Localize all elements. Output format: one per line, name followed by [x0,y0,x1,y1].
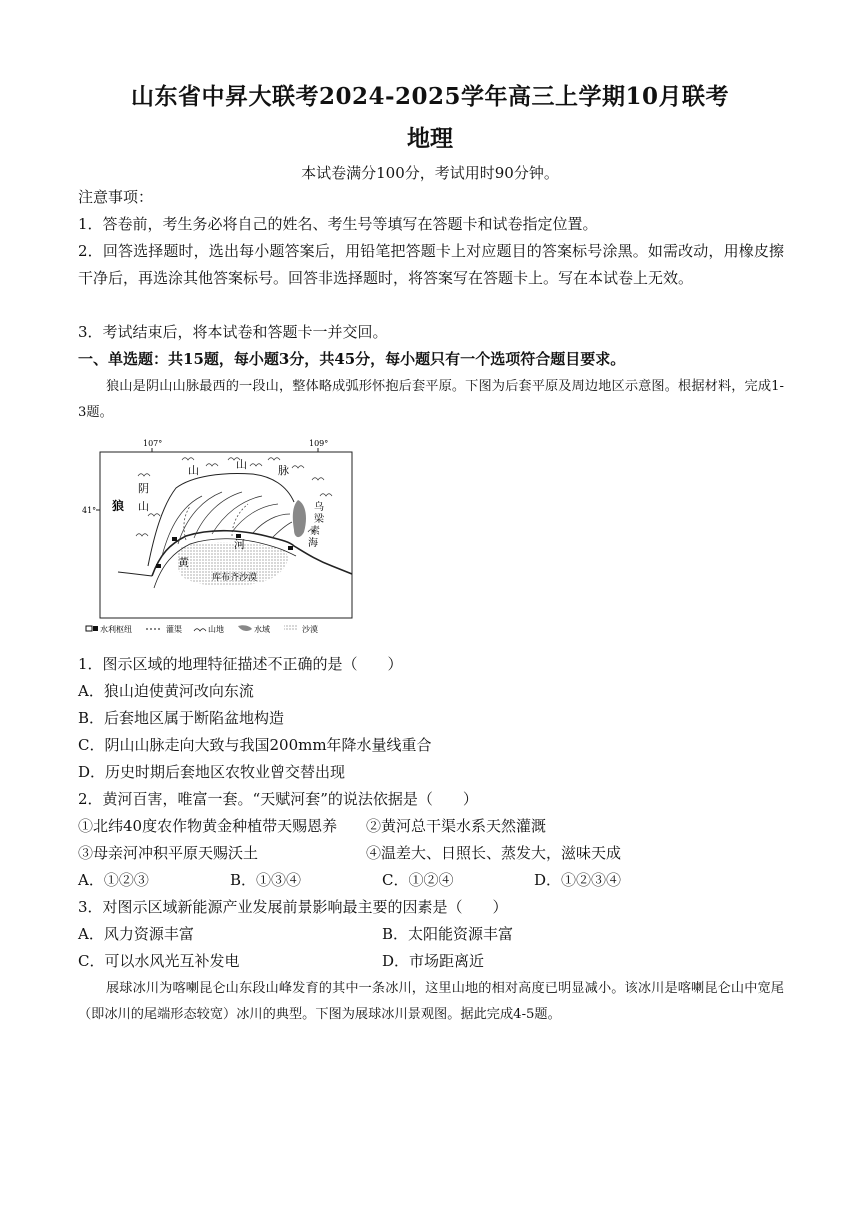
hetao-plain-map [82,436,368,650]
label-shan-1: 山 [188,464,199,477]
label-desert: 库布齐沙漠 [212,573,258,583]
q2-statements-row2 [78,840,784,867]
exam-info: 本试卷满分100分，考试用时90分钟。 [301,164,559,182]
q3-option-b: B．太阳能资源丰富 [382,925,514,943]
legend-water: 水域 [254,625,270,634]
q2-statement-2: ②黄河总干渠水系天然灌溉 [366,817,547,835]
map-legend [86,624,318,634]
q2-option-b: B．①③④ [230,871,302,889]
legend-dam: 水利枢纽 [100,625,132,634]
q2-option-d: D．①②③④ [534,871,622,889]
label-liang: 梁 [314,514,324,525]
note-item-2: 2．回答选择题时，选出每小题答案后，用铅笔把答题卡上对应题目的答案标号涂黑。如需改动，用橡皮擦干净后，再选涂其他答案标号。回答非选择题时，将答案写在答题卡上。写在本试卷上无效。 [78,242,784,287]
q3-option-a: A．风力资源丰富 [78,925,194,943]
label-mai: 脉 [278,464,289,477]
label-he: 河 [234,538,245,551]
label-shan-2: 山 [236,458,247,471]
q1-option-b: B．后套地区属于断陷盆地构造 [78,709,285,727]
notes-heading: 注意事项： [78,188,154,206]
lat-label: 41° [82,506,97,515]
passage-1: 狼山是阴山山脉最西的一段山，整体略成弧形怀抱后套平原。下图为后套平原及周边地区示意图。根据材料，完成1-3题。 [78,379,784,420]
q1-stem: 1．图示区域的地理特征描述不正确的是（ ） [78,655,403,673]
legend-desert: 沙漠 [302,625,318,634]
q1-option-c: C．阴山山脉走向大致与我国200mm年降水量线重合 [78,736,432,754]
passage-2: 展球冰川为喀喇昆仑山东段山峰发育的其中一条冰川，这里山地的相对高度已明显减小。该冰川是喀喇昆仑山中宽尾（即冰川的尾端形态较宽）冰川的典型。下图为展球冰川景观图。据此完成4-5题。 [78,981,784,1022]
label-su: 素 [310,526,320,537]
q2-statements-row1 [78,813,784,840]
note-item-1: 1．答卷前，考生务必将自己的姓名、考生号等填写在答题卡和试卷指定位置。 [78,215,598,233]
label-lang: 狼 [112,499,125,513]
q3-stem: 3．对图示区域新能源产业发展前景影响最主要的因素是（ ） [78,898,508,916]
q2-statement-4: ④温差大、日照长、蒸发大，滋味天成 [366,844,622,862]
q3-option-c: C．可以水风光互补发电 [78,952,240,970]
label-yinshan-shan: 山 [138,500,149,513]
q3-options-row1 [78,921,784,948]
exam-title: 山东省中昇大联考2024-2025学年高三上学期10月联考 [130,83,730,110]
label-hai: 海 [308,538,318,549]
q3-option-d: D．市场距离近 [382,952,485,970]
label-yin: 阴 [138,482,149,495]
q2-options [78,867,784,894]
lon-label-right: 109° [309,439,329,448]
q2-statement-3: ③母亲河冲积平原天赐沃土 [78,844,259,862]
label-huang: 黄 [178,556,189,569]
note-item-3: 3．考试结束后，将本试卷和答题卡一并交回。 [78,323,388,341]
q2-statement-1: ①北纬40度农作物黄金种植带天赐恩养 [78,817,338,835]
q2-option-a: A．①②③ [78,871,149,889]
legend-canal: 灌渠 [166,625,182,634]
lon-label-left: 107° [143,439,163,448]
q1-option-d: D．历史时期后套地区农牧业曾交替出现 [78,763,346,781]
legend-mountain: 山地 [208,625,224,634]
q1-option-a: A．狼山迫使黄河改向东流 [78,682,254,700]
label-wu: 乌 [314,502,324,513]
q2-option-c: C．①②④ [382,871,454,889]
subject-title: 地理 [407,125,453,152]
q2-stem: 2．黄河百害，唯富一套。“天赋河套”的说法依据是（ ） [78,790,478,808]
section-heading: 一、单选题：共15题，每小题3分，共45分，每小题只有一个选项符合题目要求。 [78,350,626,368]
q3-options-row2 [78,948,784,975]
